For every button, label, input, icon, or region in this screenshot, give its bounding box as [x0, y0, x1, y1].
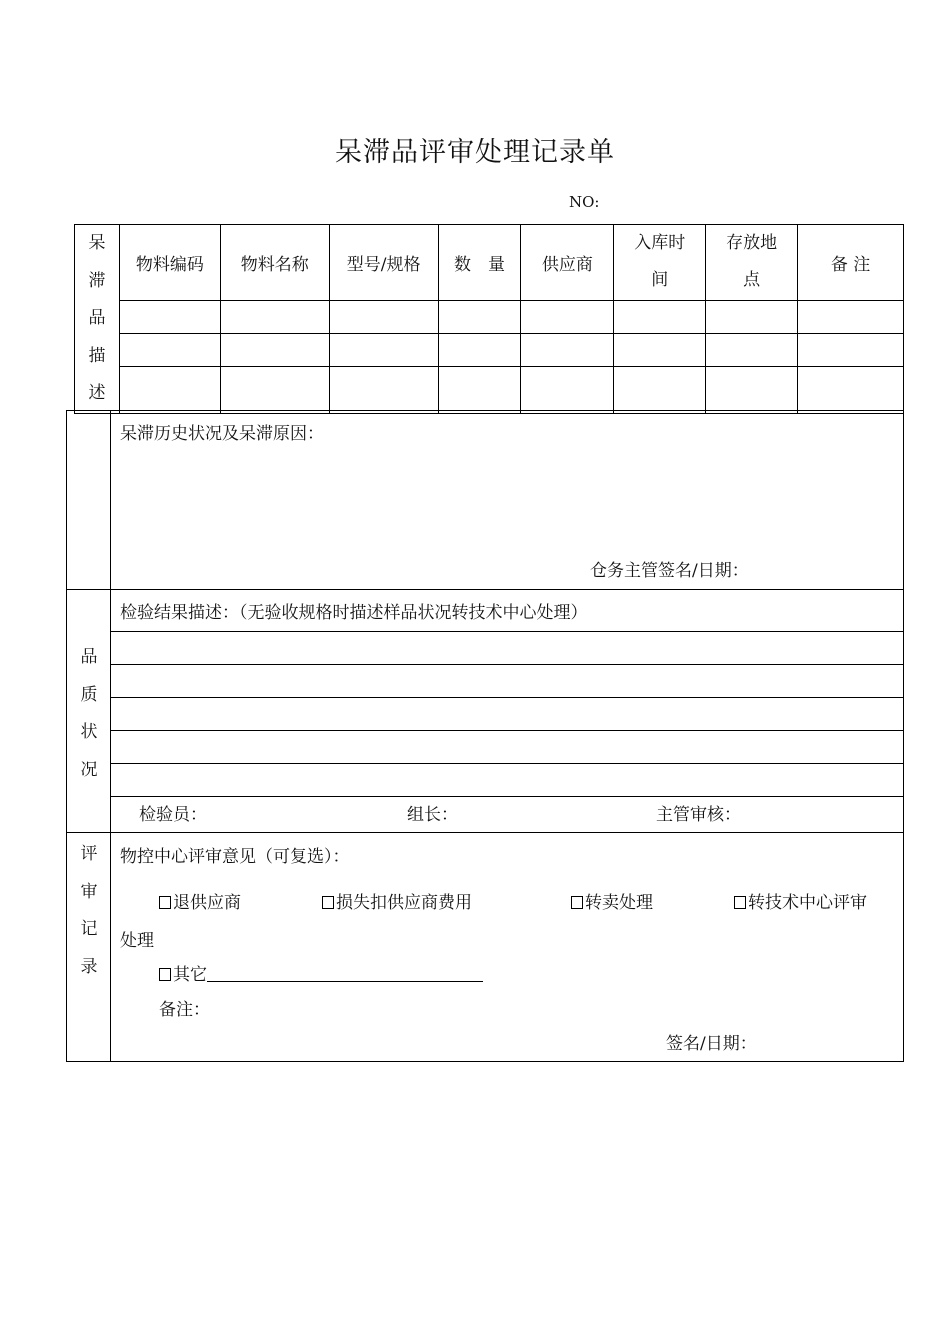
review-side-label: 评 审 记 录 — [80, 844, 98, 977]
checkbox-icon[interactable] — [322, 896, 334, 909]
supervisor-label[interactable]: 主管审核： — [656, 805, 741, 825]
quality-side-label: 品 质 状 况 — [80, 647, 98, 780]
cell-input[interactable] — [329, 300, 438, 333]
option-tech-center-review-wrap: 处理 — [120, 931, 154, 951]
warehouse-signature-label[interactable]: 仓务主管签名/日期： — [590, 561, 749, 581]
header-material-name: 物料名称 — [220, 225, 329, 301]
cell-input[interactable] — [438, 300, 521, 333]
review-opinion-label: 物控中心评审意见（可复选）： — [120, 847, 350, 867]
option-resell[interactable]: 转卖处理 — [571, 888, 653, 913]
cell-input[interactable] — [706, 300, 798, 333]
table-row — [75, 333, 904, 366]
inspection-result-label: 检验结果描述：（无验收规格时描述样品状况转技术中心处理） — [120, 603, 588, 623]
option-return-supplier[interactable]: 退供应商 — [159, 888, 241, 913]
cell-input[interactable] — [220, 300, 329, 333]
cell-input[interactable] — [220, 333, 329, 366]
header-storage-location: 存放地 点 — [706, 225, 798, 301]
option-other[interactable]: 其它 — [159, 960, 483, 985]
cell-input[interactable] — [614, 333, 706, 366]
cell-input[interactable] — [119, 300, 220, 333]
checkbox-icon[interactable] — [159, 968, 171, 981]
other-input-line[interactable] — [207, 965, 483, 982]
table-row — [75, 367, 904, 413]
cell-input[interactable] — [706, 367, 798, 413]
cell-input[interactable] — [438, 333, 521, 366]
checkbox-icon[interactable] — [571, 896, 583, 909]
cell-input[interactable] — [119, 367, 220, 413]
cell-input[interactable] — [614, 367, 706, 413]
header-supplier: 供应商 — [521, 225, 614, 301]
inspector-label[interactable]: 检验员： — [139, 805, 207, 825]
cell-input[interactable] — [521, 333, 614, 366]
cell-input[interactable] — [220, 367, 329, 413]
cell-input[interactable] — [438, 367, 521, 413]
cell-input[interactable] — [521, 367, 614, 413]
header-material-code: 物料编码 — [119, 225, 220, 301]
cell-input[interactable] — [521, 300, 614, 333]
cell-input[interactable] — [798, 300, 904, 333]
page-title: 呆滞品评审处理记录单 — [335, 137, 615, 168]
option-deduct-supplier-cost[interactable]: 损失扣供应商费用 — [322, 888, 472, 913]
review-signature-label[interactable]: 签名/日期： — [666, 1034, 757, 1054]
checkbox-icon[interactable] — [159, 896, 171, 909]
cell-input[interactable] — [614, 300, 706, 333]
review-remark-label: 备注： — [159, 1000, 210, 1020]
cell-input[interactable] — [329, 367, 438, 413]
checkbox-icon[interactable] — [734, 896, 746, 909]
history-label: 呆滞历史状况及呆滞原因： — [120, 424, 324, 444]
leader-label[interactable]: 组长： — [407, 805, 458, 825]
header-storage-time: 入库时 间 — [614, 225, 706, 301]
cell-input[interactable] — [798, 367, 904, 413]
document-number-label: NO: — [569, 193, 600, 211]
header-quantity: 数 量 — [438, 225, 521, 301]
description-side-label: 呆 滞 品 描 述 — [75, 225, 120, 414]
description-table — [74, 224, 904, 414]
header-remarks: 备 注 — [798, 225, 904, 301]
cell-input[interactable] — [706, 333, 798, 366]
cell-input[interactable] — [798, 333, 904, 366]
cell-input[interactable] — [119, 333, 220, 366]
option-tech-center-review[interactable]: 转技术中心评审 — [734, 888, 867, 913]
cell-input[interactable] — [329, 333, 438, 366]
header-model-spec: 型号/规格 — [329, 225, 438, 301]
table-row — [75, 300, 904, 333]
